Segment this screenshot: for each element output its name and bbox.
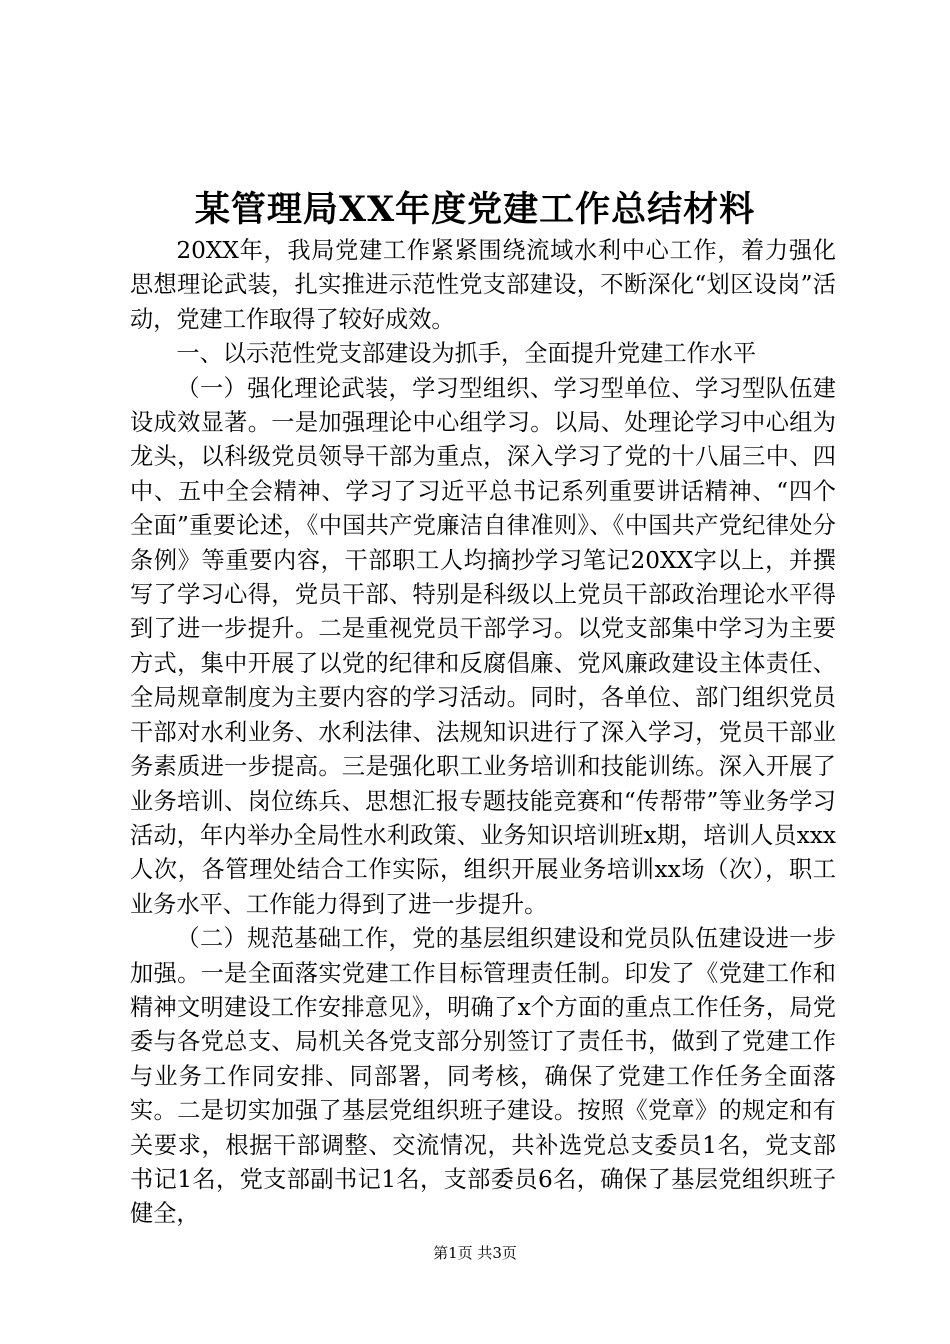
document-body bbox=[130, 234, 836, 1232]
subsection-paragraph-2: （二）规范基础工作，党的基层组织建设和党员队伍建设进一步加强。一是全面落实党建工作目标管理责任制。印发了《党建工作和精神文明建设工作安排意见》，明确了x个方面的重点工作任务，局党委与各党总支、局机关各党支部分别签订了责任书，做到了党建工作与业务工作同安排、同部署，同考核，确保了党建工作任务全面落实。二是切实加强了基层党组织班子建设。按照《党章》的规定和有关要求，根据干部调整、交流情况，共补选党总支委员1名，党支部书记1名，党支部副书记1名，支部委员6名，确保了基层党组织班子健全， bbox=[130, 925, 836, 1228]
intro-paragraph: 20XX年，我局党建工作紧紧围绕流域水利中心工作，着力强化思想理论武装，扎实推进示范性党支部建设，不断深化“划区设岗”活动，党建工作取得了较好成效。 bbox=[130, 237, 836, 333]
document-title: 某管理局XX年度党建工作总结材料 bbox=[194, 189, 756, 230]
subsection-paragraph-1: （一）强化理论武装，学习型组织、学习型单位、学习型队伍建设成效显著。一是加强理论中心组学习。以局、处理论学习中心组为龙头，以科级党员领导干部为重点，深入学习了党的十八届三中、四中、五中全会精神、学习了习近平总书记系列重要讲话精神、“四个全面”重要论述，《中国共产党廉洁自律准则》、《中国共产党纪律处分条例》等重要内容，干部职工人均摘抄学习笔记20XX字以上，并撰写了学习心得，党员干部、特别是科级以上党员干部政治理论水平得到了进一步提升。二是重视党员干部学习。以党支部集中学习为主要方式，集中开展了以党的纪律和反腐倡廉、党风廉政建设主体责任、全局规章制度为主要内容的学习活动。同时，各单位、部门组织党员干部对水利业务、水利法律、法规知识进行了深入学习，党员干部业务素质进一步提高。三是强化职工业务培训和技能训练。深入开展了业务培训、岗位练兵、思想汇报专题技能竞赛和“传帮带”等业务学习活动，年内举办全局性水利政策、业务知识培训班x期，培训人员xxx人次，各管理处结合工作实际，组织开展业务培训xx场（次），职工业务水平、工作能力得到了进一步提升。 bbox=[130, 374, 836, 918]
page-number-footer: 第1页 共3页 bbox=[433, 1244, 517, 1262]
section-heading-1: 一、以示范性党支部建设为抓手，全面提升党建工作水平 bbox=[176, 340, 757, 368]
